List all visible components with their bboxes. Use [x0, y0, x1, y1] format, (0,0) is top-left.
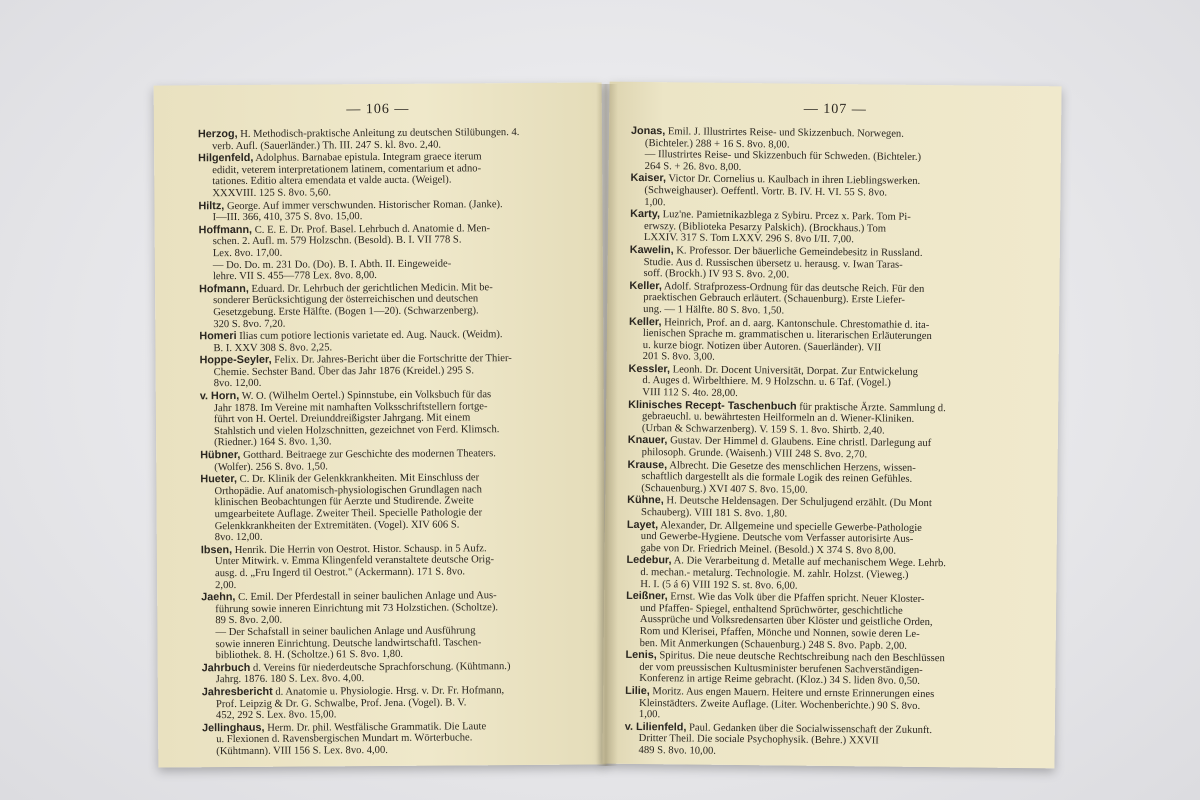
- left-page: [154, 82, 607, 767]
- entry-heading: Herzog,: [197, 127, 238, 141]
- entry-text: Albrecht. Die Gesetze des menschlichen Herzens, wissen-: [669, 459, 916, 474]
- entry-text: Ernst. Wie das Volk über die Pfaffen spricht. Neuer Kloster-: [670, 591, 925, 606]
- entry-text: — Do. Do. m. 231 Do. (Do). B. I. Abth. II. Eingeweide-: [212, 258, 452, 271]
- entry-text: 1,00.: [644, 196, 666, 208]
- entry-text: d. Vereins für niederdeutsche Sprachforschung. (Kühtmann.): [252, 660, 511, 674]
- entry-text: verb. Aufl. (Sauerländer.) Th. III. 247 S. kl. 8vo. 2,40.: [212, 139, 442, 152]
- entry-text: gabe von Dr. Friedrich Meinel. (Besold.) X 374 S. 8vo 8,00.: [640, 542, 897, 557]
- entry-heading: Kaiser,: [630, 172, 667, 185]
- entry-text: gebraeuchl. u. bewährtesten Heilformeln an d. Wiener-Kliniken.: [642, 411, 915, 426]
- entry-text: 8vo. 12,00.: [213, 378, 262, 390]
- entry-heading: Layet,: [626, 518, 659, 531]
- entry-text: und Pfaffen- Spiegel, enthaltend Sprüchwörter, geschichtliche: [640, 602, 903, 617]
- entry-heading: Kühne,: [627, 494, 664, 507]
- entry-text: lienischen Sprache m. grammatischen u. literarischen Erläuterungen: [642, 328, 932, 343]
- entry-text: H. Methodisch-praktische Anleitung zu deutschen Stilübungen. 4.: [240, 127, 520, 140]
- entry-text: soff. (Brockh.) IV 93 S. 8vo. 2,00.: [643, 268, 790, 281]
- entry-text: Schauberg). VIII 181 S. 8vo. 1,80.: [641, 507, 788, 520]
- catalog-entry: [201, 590, 587, 662]
- entry-text: Lex. 8vo. 17,00.: [212, 247, 283, 260]
- entry-text: C. E. E. Dr. Prof. Basel. Lehrbuch d. Anatomie d. Men-: [254, 222, 491, 236]
- entry-text: Heinrich, Prof. an d. aarg. Kantonschule. Chrestomathie d. ita-: [664, 316, 930, 331]
- entry-text: 1,00.: [638, 709, 661, 721]
- catalog-entry: [202, 720, 588, 757]
- entry-text: 2,00.: [215, 579, 237, 591]
- entry-heading: Jonas,: [631, 124, 666, 138]
- catalog-entry: [201, 542, 587, 591]
- entry-heading: v. Horn,: [199, 390, 240, 403]
- catalog-entry: [631, 126, 1019, 176]
- catalog-entry: [628, 400, 1016, 439]
- entry-text: Alexander, Dr. Allgemeine und specielle Gewerbe-Pathologie: [660, 519, 922, 534]
- entry-text: Studie. Aus d. Russischen übersetz u. herausg. v. Iwan Taras-: [643, 256, 903, 271]
- entry-heading: Kessler,: [628, 362, 671, 376]
- catalog-entry: [626, 591, 1015, 653]
- page-number: — 106 —: [346, 101, 410, 118]
- catalog-entry: [199, 222, 585, 283]
- entry-text: (Urban & Schwarzenberg). V. 159 S. 1. 8vo. Shirtb. 2,40.: [641, 422, 885, 437]
- entry-text: 264 S. + 26. 8vo. 8,00.: [644, 160, 742, 173]
- entry-heading: Leißner,: [626, 590, 668, 603]
- entry-line: [202, 743, 588, 757]
- entry-text: Prof. Leipzig & Dr. G. Schwalbe, Prof. Jena. (Vogel). B. V.: [215, 696, 467, 710]
- catalog-entry: [627, 519, 1015, 558]
- entry-text: Eduard. Dr. Lehrbuch der gerichtlichen Medicin. Mit be-: [251, 281, 493, 295]
- entry-text: Adolphus. Barnabae epistula. Integram graece iterum: [255, 151, 482, 165]
- entry-text: sowie inneren Einrichtung. Deutsche landwirtschaftl. Taschen-: [215, 636, 482, 650]
- entry-heading: Hübner,: [200, 449, 241, 462]
- catalog-entry: [629, 316, 1017, 366]
- entry-text: Rom und Klerisei, Pfaffen, Mönche und Nonnen, sowie deren Le-: [639, 625, 920, 640]
- catalog-entry: [200, 389, 586, 450]
- entry-text: Paul. Gedanken über die Socialwissenschaft der Zukunft.: [689, 722, 933, 736]
- entry-text: Konferenz in artige Reime gebracht. (Kloz.) 34 S. liden 8vo. 0,50.: [639, 673, 921, 688]
- entry-text: edidit, veterem interpretationem latinem, comentarium et adno-: [212, 163, 482, 176]
- entry-text: u. kurze biogr. Notizen über Autoren. (Sauerländer). VII: [642, 339, 882, 354]
- catalog-entry: [626, 555, 1014, 594]
- entry-text: umgearbeitete Auflage. Zweiter Theil. Specielle Pathologie der: [214, 507, 483, 521]
- entry-text: führung sowie inneren Einrichtung mit 73 Holzstichen. (Scholtze).: [215, 601, 499, 615]
- entry-heading: Hofmann,: [199, 282, 249, 295]
- entry-text: Jahrg. 1876. 180 S. Lex. 8vo. 4,00.: [215, 673, 365, 686]
- catalog-entry: [630, 209, 1018, 248]
- entry-text: George. Auf immer verschwunden. Historischer Roman. (Janke).: [226, 198, 503, 212]
- entry-text: H. I. (5 á 6) VIII 192 S. st. 8vo. 6,00.: [640, 578, 798, 592]
- entry-heading: Keller,: [629, 315, 662, 328]
- entry-text: bibliothek. 8. H. (Scholtze.) 61 S. 8vo. 1,80.: [215, 648, 404, 662]
- entry-heading: Hoffmann,: [198, 223, 253, 237]
- book-gutter: [596, 84, 618, 766]
- catalog-entry: [199, 281, 585, 330]
- entry-text: tationes. Editio altera emendata et valde aucta. (Weigel).: [212, 174, 452, 188]
- entry-text: Chemie. Sechster Band. Über das Jahr 1876 (Kreidel.) 295 S.: [213, 365, 475, 379]
- right-page: [602, 82, 1061, 769]
- entry-heading: Hoppe-Seyler,: [199, 354, 272, 367]
- entry-text: 452, 292 S. Lex. 8vo. 15,00.: [215, 709, 337, 722]
- catalog-entry: [198, 151, 584, 200]
- entry-text: (Riedner.) 164 S. 8vo. 1,30.: [214, 436, 332, 449]
- entry-text: Kleinstädters. Zweite Auflage. (Liter. Wochenberichte.) 90 S. 8vo.: [639, 697, 921, 712]
- entry-heading: Hueter,: [200, 473, 238, 486]
- catalog-entry: [625, 686, 1013, 725]
- open-book: [156, 84, 1062, 766]
- entry-text: B. I. XXV 308 S. 8vo. 2,25.: [213, 342, 333, 354]
- entry-text: Gesetzgebung. Erste Hälfte. (Bogen 1—20). (Schwarzenberg).: [213, 305, 479, 319]
- entry-heading: Jaehn,: [201, 591, 236, 604]
- entry-heading: Jahresbericht: [201, 685, 273, 699]
- entry-heading: Lenis,: [625, 648, 657, 662]
- entry-text: der vom preussischen Kultusminister berufenen Sachverständigen-: [639, 661, 923, 676]
- catalog-entry: [198, 127, 584, 153]
- entry-text: Moritz. Aus engen Mauern. Heitere und ernste Erinnerungen eines: [652, 686, 935, 700]
- entry-text: erwszy. (Biblioteka Pesarzy Palskich). (Brockhaus.) Tom: [644, 220, 887, 235]
- entry-heading: Klinisches Recept- Taschenbuch: [628, 398, 797, 413]
- entry-text: Gelenkkrankheiten der Extremitäten. (Vogel). XIV 606 S.: [214, 519, 460, 532]
- catalog-entry: [199, 329, 585, 355]
- entry-text: Gustav. Der Himmel d. Glaubens. Eine christl. Darlegung auf: [670, 435, 932, 450]
- entry-text: klinischen Beobachtungen für Aerzte und Studirende. Zweite: [214, 495, 474, 509]
- catalog-entry: [198, 198, 584, 224]
- entry-heading: Krause,: [627, 458, 668, 471]
- entry-text: Unter Mitwirk. v. Emma Klingenfeld veranstaltete deutsche Orig-: [214, 554, 495, 568]
- catalog-entry: [625, 650, 1013, 689]
- entry-text: philosoph. Grunde. (Waisenh.) VIII 248 S. 8vo. 2,70.: [641, 447, 868, 461]
- entry-text: (Schauenburg.) XVI 407 S. 8vo. 15,00.: [641, 482, 808, 496]
- entry-heading: Hiltz,: [198, 199, 225, 212]
- entry-text: C. Dr. Klinik der Gelenkkrankheiten. Mit Einschluss der: [239, 472, 480, 486]
- entry-list: [603, 126, 1062, 761]
- catalog-entry: [630, 245, 1018, 284]
- entry-text: Ilias cum potiore lectionis varietate ed. Aug. Nauck. (Weidm).: [239, 329, 503, 343]
- entry-text: Gotthard. Beitraege zur Geschichte des modernen Theaters.: [243, 448, 496, 461]
- entry-heading: Homeri: [199, 330, 237, 343]
- catalog-entry: [629, 281, 1017, 320]
- entry-text: 89 S. 8vo. 2,00.: [215, 615, 283, 627]
- entry-text: führt von H. Oertel. Dreiunddreißigster Jahrgang. Mit einem: [213, 412, 471, 426]
- entry-text: K. Professor. Der bäuerliche Gemeindebesitz in Russland.: [676, 245, 923, 259]
- entry-text: Stahlstich und vielen Holzschnitten, gezeichnet von Ferd. Klimsch.: [214, 424, 500, 438]
- entry-text: ben. Mit Anmerkungen (Schauenburg.) 248 S. 8vo. Papb. 2,00.: [639, 637, 908, 652]
- entry-text: Henrik. Die Herrin von Oestrot. Histor. Schausp. in 5 Aufz.: [234, 543, 487, 556]
- entry-text: VIII 112 S. 4to. 28,00.: [642, 387, 738, 400]
- entry-text: d. mechan.- metalurg. Technologie. M. zahlr. Holzst. (Vieweg.): [640, 566, 909, 581]
- entry-text: (Wolfer). 256 S. 8vo. 1,50.: [214, 460, 328, 473]
- entry-text: Luz'ne. Pamietnikazblega z Sybiru. Prcez x. Park. Tom Pi-: [662, 209, 911, 223]
- catalog-entry: [627, 495, 1015, 522]
- entry-text: d. Auges d. Wirbelthiere. M. 9 Holzschn. u. 6 Taf. (Vogel.): [642, 375, 891, 390]
- entry-heading: Knauer,: [627, 434, 668, 447]
- entry-text: Leonh. Dr. Docent Universität, Dorpat. Zur Entwickelung: [672, 364, 919, 378]
- page-number: — 107 —: [803, 101, 867, 118]
- entry-text: schen. 2. Aufl. m. 579 Holzschn. (Besold). B. I. VII 778 S.: [212, 234, 462, 248]
- catalog-entry: [627, 459, 1015, 498]
- entry-text: sonderer Berücksichtigung der österreichischen und deutschen: [213, 293, 479, 307]
- entry-text: und Gewerbe-Hygiene. Deutsche vom Verfasser autorisirte Aus-: [640, 531, 914, 546]
- entry-text: Victor Dr. Cornelius u. Kaulbach in ihren Lieblingswerken.: [668, 173, 921, 188]
- catalog-entry: [628, 364, 1016, 403]
- entry-text: Jahr 1878. Im Vereine mit namhaften Volksschriftstellern fortge-: [213, 400, 488, 414]
- entry-text: — Der Schafstall in seiner baulichen Anlage und Ausführung: [215, 625, 476, 639]
- entry-text: Herm. Dr. phil. Westfälische Grammatik. Die Laute: [267, 720, 487, 734]
- entry-text: Dritter Theil. Die sociale Psychophysik. (Behre.) XXVII: [638, 733, 879, 747]
- entry-list: [154, 126, 606, 758]
- catalog-entry: [202, 660, 588, 686]
- entry-text: lehre. VII S. 455—778 Lex. 8vo. 8,00.: [212, 270, 377, 283]
- entry-text: für praktische Ärzte. Sammlung d.: [799, 401, 946, 414]
- entry-heading: Jahrbuch: [201, 661, 251, 674]
- catalog-entry: [200, 448, 586, 474]
- entry-text: LXXIV. 317 S. Tom LXXV. 296 S. 8vo I/II. 7,00.: [643, 232, 854, 246]
- catalog-entry: [630, 173, 1018, 212]
- entry-text: ung. — 1 Hälfte. 80 S. 8vo. 1,50.: [643, 303, 785, 317]
- entry-text: XXXVIII. 125 S. 8vo. 5,60.: [212, 187, 332, 200]
- entry-text: C. Emil. Der Pferdestall in seiner baulichen Anlage und Aus-: [238, 590, 497, 604]
- entry-heading: Jellinghaus,: [202, 721, 265, 734]
- entry-text: (Bichteler.) 288 + 16 S. 8vo. 8,00.: [644, 137, 790, 151]
- entry-text: 201 S. 8vo. 3,00.: [642, 351, 715, 364]
- entry-heading: Hilgenfeld,: [198, 152, 254, 165]
- entry-text: ausg. d. „Fru Ingerd til Oestrot." (Ackermann). 171 S. 8vo.: [214, 566, 466, 580]
- entry-text: — Illustrirtes Reise- und Skizzenbuch für Schweden. (Bichteler.): [644, 149, 922, 164]
- entry-heading: Lilie,: [625, 684, 650, 698]
- entry-text: I—III. 366, 410, 375 S. 8vo. 15,00.: [212, 211, 363, 224]
- catalog-entry: [200, 472, 586, 544]
- entry-text: schaftlich dargestellt als die formale Logik des reinen Gefühles.: [641, 471, 913, 486]
- entry-text: H. Deutsche Heldensagen. Der Schuljugend erzählt. (Du Mont: [666, 495, 932, 510]
- entry-heading: Ledebur,: [626, 554, 672, 567]
- entry-text: praektischen Gebrauch erläutert. (Schauenburg). Erste Liefer-: [643, 292, 906, 307]
- entry-text: Felix. Dr. Jahres-Bericht über die Fortschritte der Thier-: [274, 353, 512, 367]
- entry-text: d. Anatomie u. Physiologie. Hrsg. v. Dr. Fr. Hofmann,: [275, 685, 505, 698]
- entry-text: (Kühtmann). VIII 156 S. Lex. 8vo. 4,00.: [216, 744, 388, 758]
- entry-text: 320 S. 8vo. 7,20.: [213, 318, 286, 330]
- entry-text: (Schweighauser). Oeffentl. Vortr. B. IV. H. VI. 55 S. 8vo.: [644, 184, 888, 199]
- catalog-entry: [200, 353, 586, 390]
- entry-heading: v. Lilienfeld,: [624, 720, 687, 734]
- catalog-entry: [628, 435, 1016, 462]
- entry-heading: Keller,: [629, 279, 662, 292]
- entry-text: 8vo. 12,00.: [214, 532, 263, 544]
- entry-text: Orthopädie. Auf anatomisch-physiologischen Grundlagen nach: [214, 484, 482, 497]
- entry-text: W. O. (Wilhelm Oertel.) Spinnstube, ein Volksbuch für das: [241, 389, 492, 403]
- entry-heading: Karty,: [630, 208, 661, 221]
- entry-text: u. Flexionen d. Ravensbergischen Mundart m. Wörterbuche.: [216, 732, 473, 746]
- catalog-entry: [202, 684, 588, 721]
- entry-text: Spiritus. Die neue deutsche Rechtschreibung nach den Beschlüssen: [659, 650, 945, 665]
- entry-heading: Kawelin,: [629, 243, 674, 257]
- entry-text: A. Die Verarbeitung d. Metalle auf mechanischem Wege. Lehrb.: [673, 555, 947, 570]
- entry-text: 489 S. 8vo. 10,00.: [638, 744, 717, 757]
- entry-text: Aussprüche und Volksredensarten über Klöster und geistliche Orden,: [639, 614, 933, 629]
- entry-text: Adolf. Strafprozess-Ordnung für das deutsche Reich. Für den: [663, 280, 925, 295]
- catalog-entry: [625, 722, 1013, 761]
- entry-text: Emil. J. Illustrirtes Reise- und Skizzenbuch. Norwegen.: [667, 126, 904, 140]
- entry-heading: Ibsen,: [200, 543, 233, 557]
